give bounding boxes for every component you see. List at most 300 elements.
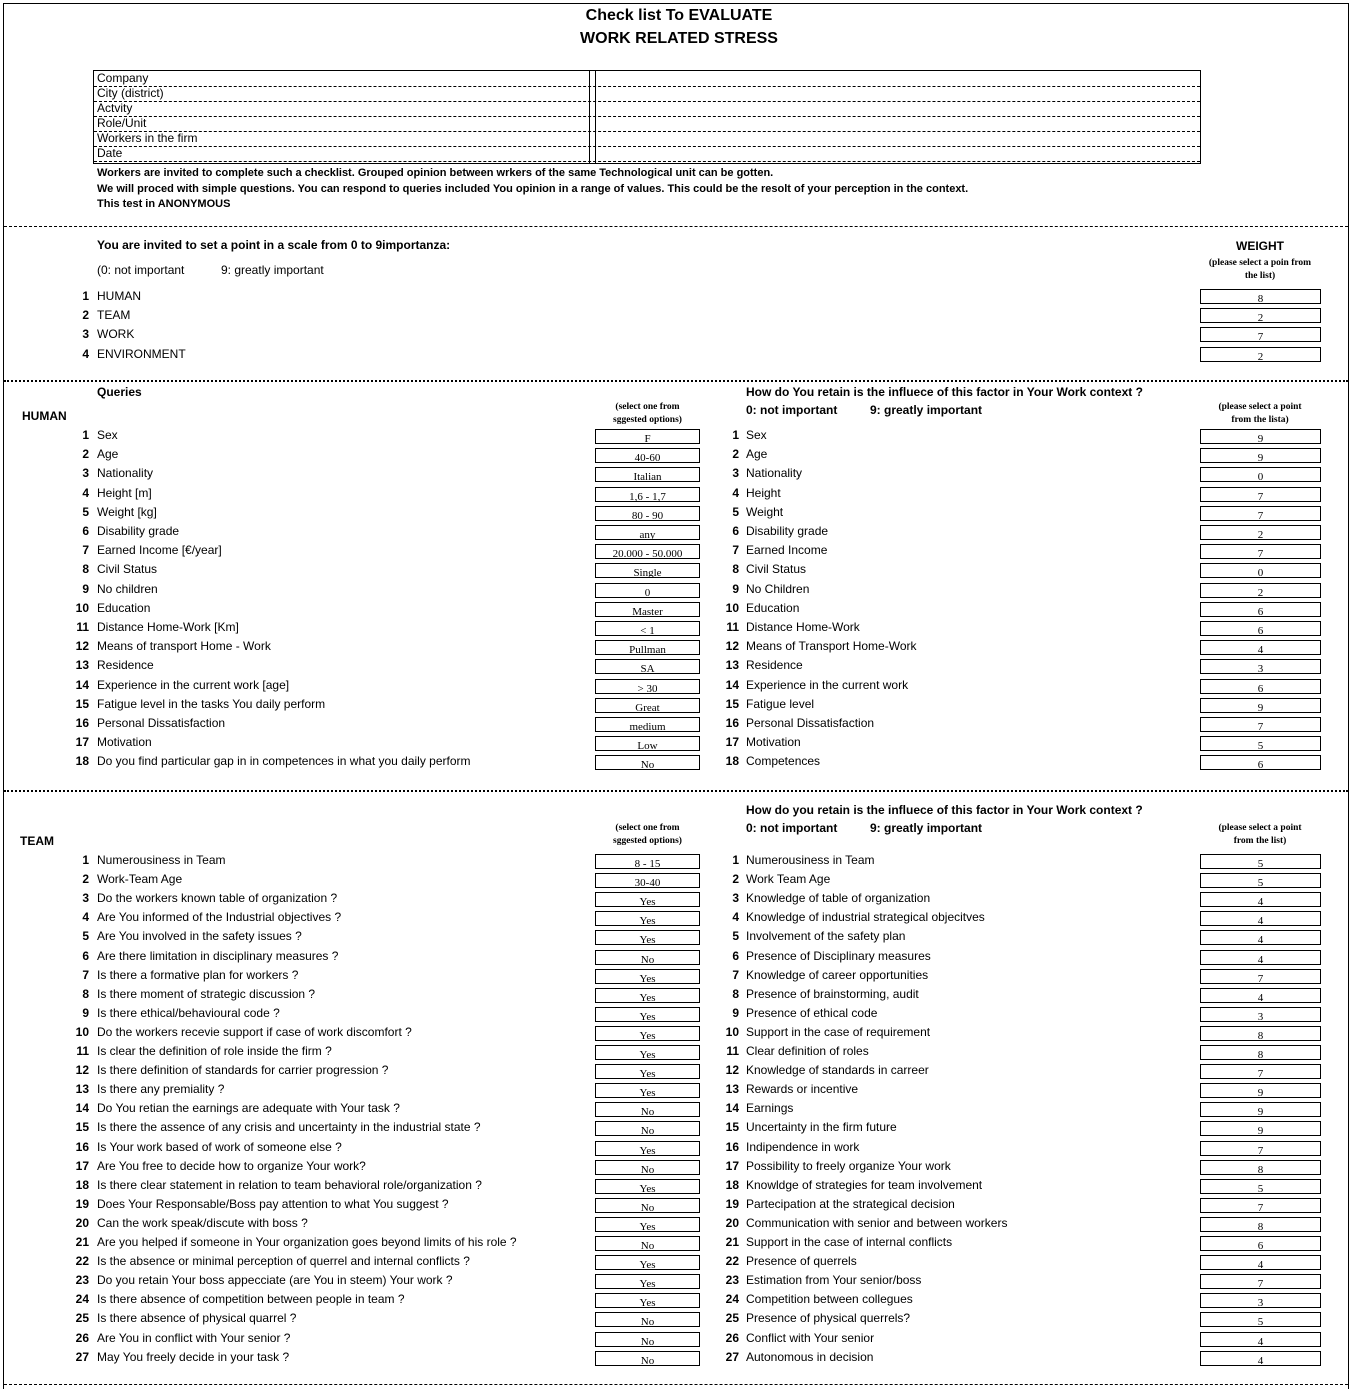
- item-number: 7: [82, 543, 89, 557]
- factor-label: Presence of querrels: [746, 1254, 857, 1268]
- answer-select[interactable]: Italian: [595, 467, 700, 482]
- item-number: 10: [725, 1025, 739, 1039]
- item-number: 7: [732, 968, 739, 982]
- query-label: Is there the assence of any crisis and uncertainty in the industrial state ?: [97, 1120, 481, 1134]
- item-number: 6: [82, 524, 89, 538]
- item-number: 23: [725, 1273, 739, 1287]
- weight-select[interactable]: 7: [1200, 969, 1321, 984]
- info-row-activity[interactable]: [94, 101, 1200, 117]
- answer-select[interactable]: Yes: [595, 1083, 700, 1098]
- item-number: 25: [725, 1311, 739, 1325]
- item-number: 6: [82, 949, 89, 963]
- item-number: 4: [732, 486, 739, 500]
- factor-label: Sex: [746, 428, 767, 442]
- info-row-company[interactable]: [94, 71, 1200, 87]
- factor-label: Uncertainty in the firm future: [746, 1120, 897, 1134]
- weight-select[interactable]: 7: [1200, 544, 1321, 559]
- weight-select[interactable]: 6: [1200, 621, 1321, 636]
- factor-label: Competences: [746, 754, 821, 768]
- weight-select[interactable]: 2: [1200, 583, 1321, 598]
- info-row-workers[interactable]: [94, 131, 1200, 147]
- query-label: Do the workers known table of organization ?: [97, 891, 338, 905]
- weight-select[interactable]: 5: [1200, 736, 1321, 751]
- item-number: 12: [725, 1063, 739, 1077]
- answer-select[interactable]: Low: [595, 736, 700, 751]
- weight-select[interactable]: 6: [1200, 1236, 1321, 1251]
- query-label: Personal Dissatisfaction: [97, 716, 226, 730]
- factor-label: Autonomous in decision: [746, 1350, 874, 1364]
- item-number: 8: [82, 987, 89, 1001]
- item-number: 13: [725, 1082, 739, 1096]
- weight-select[interactable]: 4: [1200, 640, 1321, 655]
- anonymous-note: This test in ANONYMOUS: [97, 198, 231, 210]
- answer-select[interactable]: 30-40: [595, 873, 700, 888]
- team-scale-high: 9: greatly important: [870, 821, 983, 835]
- factor-label: Earnings: [746, 1101, 794, 1115]
- query-label: Is Your work based of work of someone else ?: [97, 1140, 342, 1154]
- answer-select[interactable]: Pullman: [595, 640, 700, 655]
- team-right-subheader: (please select a point from the list): [1218, 823, 1302, 846]
- item-number: 15: [725, 697, 739, 711]
- query-label: Are You in conflict with Your senior ?: [97, 1331, 291, 1345]
- weight-select[interactable]: 3: [1200, 1293, 1321, 1308]
- answer-select[interactable]: No: [595, 1198, 700, 1213]
- item-number: 26: [725, 1331, 739, 1345]
- weight-select[interactable]: 8: [1200, 1160, 1321, 1175]
- weight-instruction: You are invited to set a point in a scale from 0 to 9importanza:: [97, 238, 451, 252]
- query-label: Weight [kg]: [97, 505, 157, 519]
- item-number: 16: [75, 1140, 89, 1154]
- item-number: 5: [732, 505, 739, 519]
- weight-select[interactable]: 9: [1200, 429, 1321, 444]
- query-label: Disability grade: [97, 524, 180, 538]
- item-number: 17: [75, 735, 89, 749]
- item-number: 1: [82, 853, 89, 867]
- answer-select[interactable]: Master: [595, 602, 700, 617]
- query-label: Is there moment of strategic discussion ?: [97, 987, 316, 1001]
- query-label: Does Your Responsable/Boss pay attention to what You suggest ?: [97, 1197, 449, 1211]
- info-label: Company: [97, 71, 149, 85]
- answer-select[interactable]: No: [595, 1351, 700, 1366]
- weight-select[interactable]: 4: [1200, 988, 1321, 1003]
- factor-label: Fatigue level: [746, 697, 815, 711]
- answer-select[interactable]: No: [595, 755, 700, 770]
- item-number: 17: [725, 735, 739, 749]
- weight-select[interactable]: 7: [1200, 1064, 1321, 1079]
- weight-select[interactable]: 5: [1200, 873, 1321, 888]
- item-number: 7: [732, 543, 739, 557]
- item-number: 13: [75, 658, 89, 672]
- weight-select[interactable]: 9: [1200, 1083, 1321, 1098]
- item-number: 8: [82, 562, 89, 576]
- weight-select[interactable]: 5: [1200, 854, 1321, 869]
- answer-select[interactable]: 8 - 15: [595, 854, 700, 869]
- factor-label: No Children: [746, 582, 810, 596]
- factor-label: Nationality: [746, 466, 803, 480]
- team-left-subheader: (select one from sggested options): [613, 823, 682, 846]
- query-label: Are you helped if someone in Your organization goes beyond limits of his role ?: [97, 1235, 517, 1249]
- weight-select[interactable]: 6: [1200, 755, 1321, 770]
- section-label-human: HUMAN: [22, 409, 67, 423]
- section-divider: [4, 1384, 1348, 1385]
- item-number: 19: [75, 1197, 89, 1211]
- human-scale-high: 9: greatly important: [870, 403, 983, 417]
- item-number: 17: [75, 1159, 89, 1173]
- answer-select[interactable]: 0: [595, 583, 700, 598]
- item-number: 15: [75, 1120, 89, 1134]
- item-number: 14: [725, 1101, 739, 1115]
- item-number: 27: [75, 1350, 89, 1364]
- item-number: 2: [82, 447, 89, 461]
- item-number: 1: [82, 289, 89, 303]
- answer-select[interactable]: Yes: [595, 1293, 700, 1308]
- item-number: 14: [725, 678, 739, 692]
- human-scale-low: 0: not important: [746, 403, 838, 417]
- item-number: 1: [82, 428, 89, 442]
- item-number: 5: [732, 929, 739, 943]
- query-label: Is there absence of competition between people in team ?: [97, 1292, 405, 1306]
- answer-select[interactable]: Yes: [595, 1064, 700, 1079]
- item-number: 26: [75, 1331, 89, 1345]
- factor-label: Involvement of the safety plan: [746, 929, 906, 943]
- factor-label: Conflict with Your senior: [746, 1331, 875, 1345]
- instructions-note: We will proced with simple questions. You can respond to queries included You opinion in a range of values. This could be the resolt of your perception in the context.: [97, 183, 969, 195]
- item-number: 9: [732, 582, 739, 596]
- item-number: 16: [725, 1140, 739, 1154]
- item-number: 3: [82, 891, 89, 905]
- factor-label: Rewards or incentive: [746, 1082, 859, 1096]
- query-label: Nationality: [97, 466, 154, 480]
- answer-select[interactable]: Yes: [595, 911, 700, 926]
- weight-select[interactable]: 4: [1200, 930, 1321, 945]
- weight-select[interactable]: 9: [1200, 448, 1321, 463]
- query-label: Work-Team Age: [97, 872, 183, 886]
- answer-select[interactable]: Yes: [595, 1179, 700, 1194]
- item-number: 24: [75, 1292, 89, 1306]
- factor-label: Disability grade: [746, 524, 829, 538]
- item-number: 27: [725, 1350, 739, 1364]
- factor-label: Distance Home-Work: [746, 620, 860, 634]
- query-label: Numerousiness in Team: [97, 853, 226, 867]
- item-number: 21: [75, 1235, 89, 1249]
- item-number: 11: [76, 1044, 89, 1058]
- answer-select[interactable]: No: [595, 1160, 700, 1175]
- info-label: Workers in the firm: [97, 131, 198, 145]
- query-label: Is the absence or minimal perception of querrel and internal conflicts ?: [97, 1254, 470, 1268]
- item-number: 12: [75, 639, 89, 653]
- team-scale-low: 0: not important: [746, 821, 838, 835]
- weight-select[interactable]: 2: [1200, 347, 1321, 362]
- factor-label: Knowledge of industrial strategical objecitves: [746, 910, 985, 924]
- weight-select[interactable]: 6: [1200, 679, 1321, 694]
- weight-select[interactable]: 4: [1200, 950, 1321, 965]
- answer-select[interactable]: > 30: [595, 679, 700, 694]
- weight-select[interactable]: 4: [1200, 1332, 1321, 1347]
- weight-select[interactable]: 7: [1200, 717, 1321, 732]
- factor-label: Presence of ethical code: [746, 1006, 878, 1020]
- query-label: Distance Home-Work [Km]: [97, 620, 239, 634]
- factor-label: Communication with senior and between workers: [746, 1216, 1008, 1230]
- item-number: 10: [75, 1025, 89, 1039]
- item-number: 11: [726, 1044, 739, 1058]
- item-number: 6: [732, 524, 739, 538]
- weight-select[interactable]: 0: [1200, 467, 1321, 482]
- item-number: 16: [725, 716, 739, 730]
- weight-select[interactable]: 4: [1200, 911, 1321, 926]
- item-number: 12: [75, 1063, 89, 1077]
- weight-select[interactable]: 4: [1200, 1351, 1321, 1366]
- weight-select[interactable]: 2: [1200, 525, 1321, 540]
- item-number: 2: [732, 872, 739, 886]
- item-number: 4: [732, 910, 739, 924]
- weight-select[interactable]: 5: [1200, 1179, 1321, 1194]
- weight-select[interactable]: 8: [1200, 1026, 1321, 1041]
- answer-select[interactable]: Yes: [595, 930, 700, 945]
- info-row-role[interactable]: [94, 116, 1200, 132]
- weight-select[interactable]: 7: [1200, 327, 1321, 342]
- queries-header: Queries: [97, 385, 142, 399]
- query-label: Is clear the definition of role inside the firm ?: [97, 1044, 332, 1058]
- factor-label: Earned Income: [746, 543, 828, 557]
- factor-label: Height: [746, 486, 781, 500]
- answer-select[interactable]: F: [595, 429, 700, 444]
- answer-select[interactable]: 20.000 - 50.000: [595, 544, 700, 559]
- item-number: 23: [75, 1273, 89, 1287]
- item-number: 7: [82, 968, 89, 982]
- weight-select[interactable]: 7: [1200, 506, 1321, 521]
- section-divider: [4, 380, 1348, 382]
- answer-select[interactable]: Yes: [595, 1026, 700, 1041]
- weight-select[interactable]: 7: [1200, 1141, 1321, 1156]
- factor-label: Partecipation at the strategical decision: [746, 1197, 955, 1211]
- answer-select[interactable]: Single: [595, 563, 700, 578]
- factor-label: Presence of brainstorming, audit: [746, 987, 919, 1001]
- item-number: 11: [76, 620, 89, 634]
- item-number: 8: [732, 562, 739, 576]
- query-label: Earned Income [€/year]: [97, 543, 222, 557]
- answer-select[interactable]: SA: [595, 659, 700, 674]
- query-label: Education: [97, 601, 151, 615]
- query-label: Is there definition of standards for carrier progression ?: [97, 1063, 389, 1077]
- query-label: Is there clear statement in relation to team behavioral role/organization ?: [97, 1178, 482, 1192]
- item-number: 18: [725, 754, 739, 768]
- query-label: Civil Status: [97, 562, 158, 576]
- factor-label: Estimation from Your senior/boss: [746, 1273, 922, 1287]
- factor-label: Knowledge of table of organization: [746, 891, 931, 905]
- answer-select[interactable]: No: [595, 1121, 700, 1136]
- query-label: Is there any premiality ?: [97, 1082, 225, 1096]
- human-left-subheader: (select one from sggested options): [613, 402, 682, 425]
- query-label: Can the work speak/discute with boss ?: [97, 1216, 308, 1230]
- item-number: 4: [82, 347, 89, 361]
- info-row-city[interactable]: [94, 86, 1200, 102]
- answer-select[interactable]: No: [595, 1312, 700, 1327]
- weight-select[interactable]: 6: [1200, 602, 1321, 617]
- factor-label: Competition between collegues: [746, 1292, 913, 1306]
- answer-select[interactable]: No: [595, 1332, 700, 1347]
- weight-select[interactable]: 7: [1200, 487, 1321, 502]
- factor-label: Experience in the current work: [746, 678, 909, 692]
- weight-select[interactable]: 9: [1200, 1121, 1321, 1136]
- info-row-date[interactable]: [94, 146, 1200, 162]
- item-number: 3: [732, 891, 739, 905]
- answer-select[interactable]: 40-60: [595, 448, 700, 463]
- weight-header: WEIGHT: [1236, 239, 1284, 253]
- factor-label: Presence of Disciplinary measures: [746, 949, 931, 963]
- weight-select[interactable]: 7: [1200, 1198, 1321, 1213]
- weight-select[interactable]: 2: [1200, 308, 1321, 323]
- item-number: 9: [82, 1006, 89, 1020]
- weight-select[interactable]: 7: [1200, 1274, 1321, 1289]
- info-label: City (district): [97, 86, 164, 100]
- item-number: 3: [732, 466, 739, 480]
- answer-select[interactable]: Yes: [595, 1045, 700, 1060]
- weight-scale-low: (0: not important: [97, 263, 185, 277]
- answer-select[interactable]: medium: [595, 717, 700, 732]
- query-label: Motivation: [97, 735, 152, 749]
- item-number: 3: [82, 327, 89, 341]
- answer-select[interactable]: Yes: [595, 1141, 700, 1156]
- query-label: Is there a formative plan for workers ?: [97, 968, 299, 982]
- weight-subheader: (please select a poin from the list): [1208, 258, 1312, 281]
- item-number: 18: [75, 1178, 89, 1192]
- weight-scale-high: 9: greatly important: [221, 263, 324, 277]
- human-question: How do You retain is the influece of this factor in Your Work context ?: [746, 385, 1143, 399]
- weight-select[interactable]: 4: [1200, 1255, 1321, 1270]
- item-number: 13: [725, 658, 739, 672]
- factor-label: Residence: [746, 658, 803, 672]
- item-number: 22: [75, 1254, 89, 1268]
- weight-select[interactable]: 8: [1200, 289, 1321, 304]
- answer-select[interactable]: Yes: [595, 1255, 700, 1270]
- item-number: 2: [82, 308, 89, 322]
- item-number: 16: [75, 716, 89, 730]
- factor-label: Indipendence in work: [746, 1140, 860, 1154]
- item-number: 5: [82, 505, 89, 519]
- item-number: 1: [732, 853, 739, 867]
- factor-label: Clear definition of roles: [746, 1044, 869, 1058]
- factor-label: Knowldge of strategies for team involvement: [746, 1178, 983, 1192]
- query-label: Do you find particular gap in in competences in what you daily perform: [97, 754, 471, 768]
- factor-label: Knowledge of standards in carreer: [746, 1063, 929, 1077]
- factor-label: Support in the case of requirement: [746, 1025, 931, 1039]
- item-number: 9: [732, 1006, 739, 1020]
- query-label: Do the workers recevie support if case of work discomfort ?: [97, 1025, 412, 1039]
- item-number: 6: [732, 949, 739, 963]
- query-label: Is there ethical/behavioural code ?: [97, 1006, 280, 1020]
- query-label: Sex: [97, 428, 118, 442]
- item-number: 19: [725, 1197, 739, 1211]
- section-divider: [4, 790, 1348, 792]
- weight-select[interactable]: 9: [1200, 1102, 1321, 1117]
- query-label: Residence: [97, 658, 154, 672]
- info-label: Role/Unit: [97, 116, 147, 130]
- answer-select[interactable]: No: [595, 1236, 700, 1251]
- info-label: Actvity: [97, 101, 133, 115]
- query-label: No children: [97, 582, 158, 596]
- factor-label: Age: [746, 447, 768, 461]
- item-number: 1: [732, 428, 739, 442]
- weight-select[interactable]: 3: [1200, 659, 1321, 674]
- item-number: 9: [82, 582, 89, 596]
- item-number: 15: [75, 697, 89, 711]
- team-question: How do you retain is the influece of this factor in Your Work context ?: [746, 803, 1143, 817]
- weight-select[interactable]: 5: [1200, 1312, 1321, 1327]
- section-divider: [4, 226, 1348, 227]
- item-number: 11: [726, 620, 739, 634]
- answer-select[interactable]: < 1: [595, 621, 700, 636]
- factor-label: Civil Status: [746, 562, 807, 576]
- weight-item-label: WORK: [97, 327, 135, 341]
- item-number: 24: [725, 1292, 739, 1306]
- instructions-note: Workers are invited to complete such a checklist. Grouped opinion between wrkers of the same Technological unit can be gotten.: [97, 167, 774, 179]
- answer-select[interactable]: Great: [595, 698, 700, 713]
- answer-select[interactable]: Yes: [595, 892, 700, 907]
- human-right-subheader: (please select a point from the lista): [1218, 402, 1302, 425]
- weight-select[interactable]: 9: [1200, 698, 1321, 713]
- item-number: 21: [725, 1235, 739, 1249]
- item-number: 25: [75, 1311, 89, 1325]
- page-title-line-2: WORK RELATED STRESS: [580, 30, 778, 47]
- query-label: May You freely decide in your task ?: [97, 1350, 290, 1364]
- weight-select[interactable]: 4: [1200, 892, 1321, 907]
- answer-select[interactable]: Yes: [595, 969, 700, 984]
- weight-select[interactable]: 8: [1200, 1045, 1321, 1060]
- answer-select[interactable]: Yes: [595, 1217, 700, 1232]
- factor-label: Personal Dissatisfaction: [746, 716, 875, 730]
- answer-select[interactable]: No: [595, 1102, 700, 1117]
- weight-select[interactable]: 3: [1200, 1007, 1321, 1022]
- answer-select[interactable]: Yes: [595, 1007, 700, 1022]
- factor-label: Motivation: [746, 735, 801, 749]
- answer-select[interactable]: No: [595, 950, 700, 965]
- item-number: 8: [732, 987, 739, 1001]
- query-label: Height [m]: [97, 486, 152, 500]
- factor-label: Numerousiness in Team: [746, 853, 875, 867]
- page-title-line-1: Check list To EVALUATE: [585, 7, 773, 24]
- answer-select[interactable]: Yes: [595, 1274, 700, 1289]
- query-label: Are You free to decide how to organize Your work?: [97, 1159, 366, 1173]
- answer-select[interactable]: any: [595, 525, 700, 540]
- weight-select[interactable]: 0: [1200, 563, 1321, 578]
- section-label-team: TEAM: [20, 834, 54, 848]
- item-number: 12: [725, 639, 739, 653]
- item-number: 22: [725, 1254, 739, 1268]
- info-label: Date: [97, 146, 123, 160]
- factor-label: Presence of physical querrels?: [746, 1311, 911, 1325]
- query-label: Fatigue level in the tasks You daily perform: [97, 697, 326, 711]
- query-label: Do You retian the earnings are adequate with Your task ?: [97, 1101, 400, 1115]
- item-number: 18: [75, 754, 89, 768]
- factor-label: Possibility to freely organize Your work: [746, 1159, 951, 1173]
- item-number: 18: [725, 1178, 739, 1192]
- factor-label: Work Team Age: [746, 872, 831, 886]
- query-label: Age: [97, 447, 119, 461]
- answer-select[interactable]: 80 - 90: [595, 506, 700, 521]
- item-number: 20: [725, 1216, 739, 1230]
- query-label: Means of transport Home - Work: [97, 639, 271, 653]
- item-number: 13: [75, 1082, 89, 1096]
- factor-label: Means of Transport Home-Work: [746, 639, 917, 653]
- answer-select[interactable]: Yes: [595, 988, 700, 1003]
- factor-label: Support in the case of internal conflicts: [746, 1235, 953, 1249]
- company-info-table: [93, 70, 1201, 164]
- weight-select[interactable]: 8: [1200, 1217, 1321, 1232]
- item-number: 4: [82, 486, 89, 500]
- item-number: 2: [82, 872, 89, 886]
- factor-label: Weight: [746, 505, 784, 519]
- answer-select[interactable]: 1,6 - 1,7: [595, 487, 700, 502]
